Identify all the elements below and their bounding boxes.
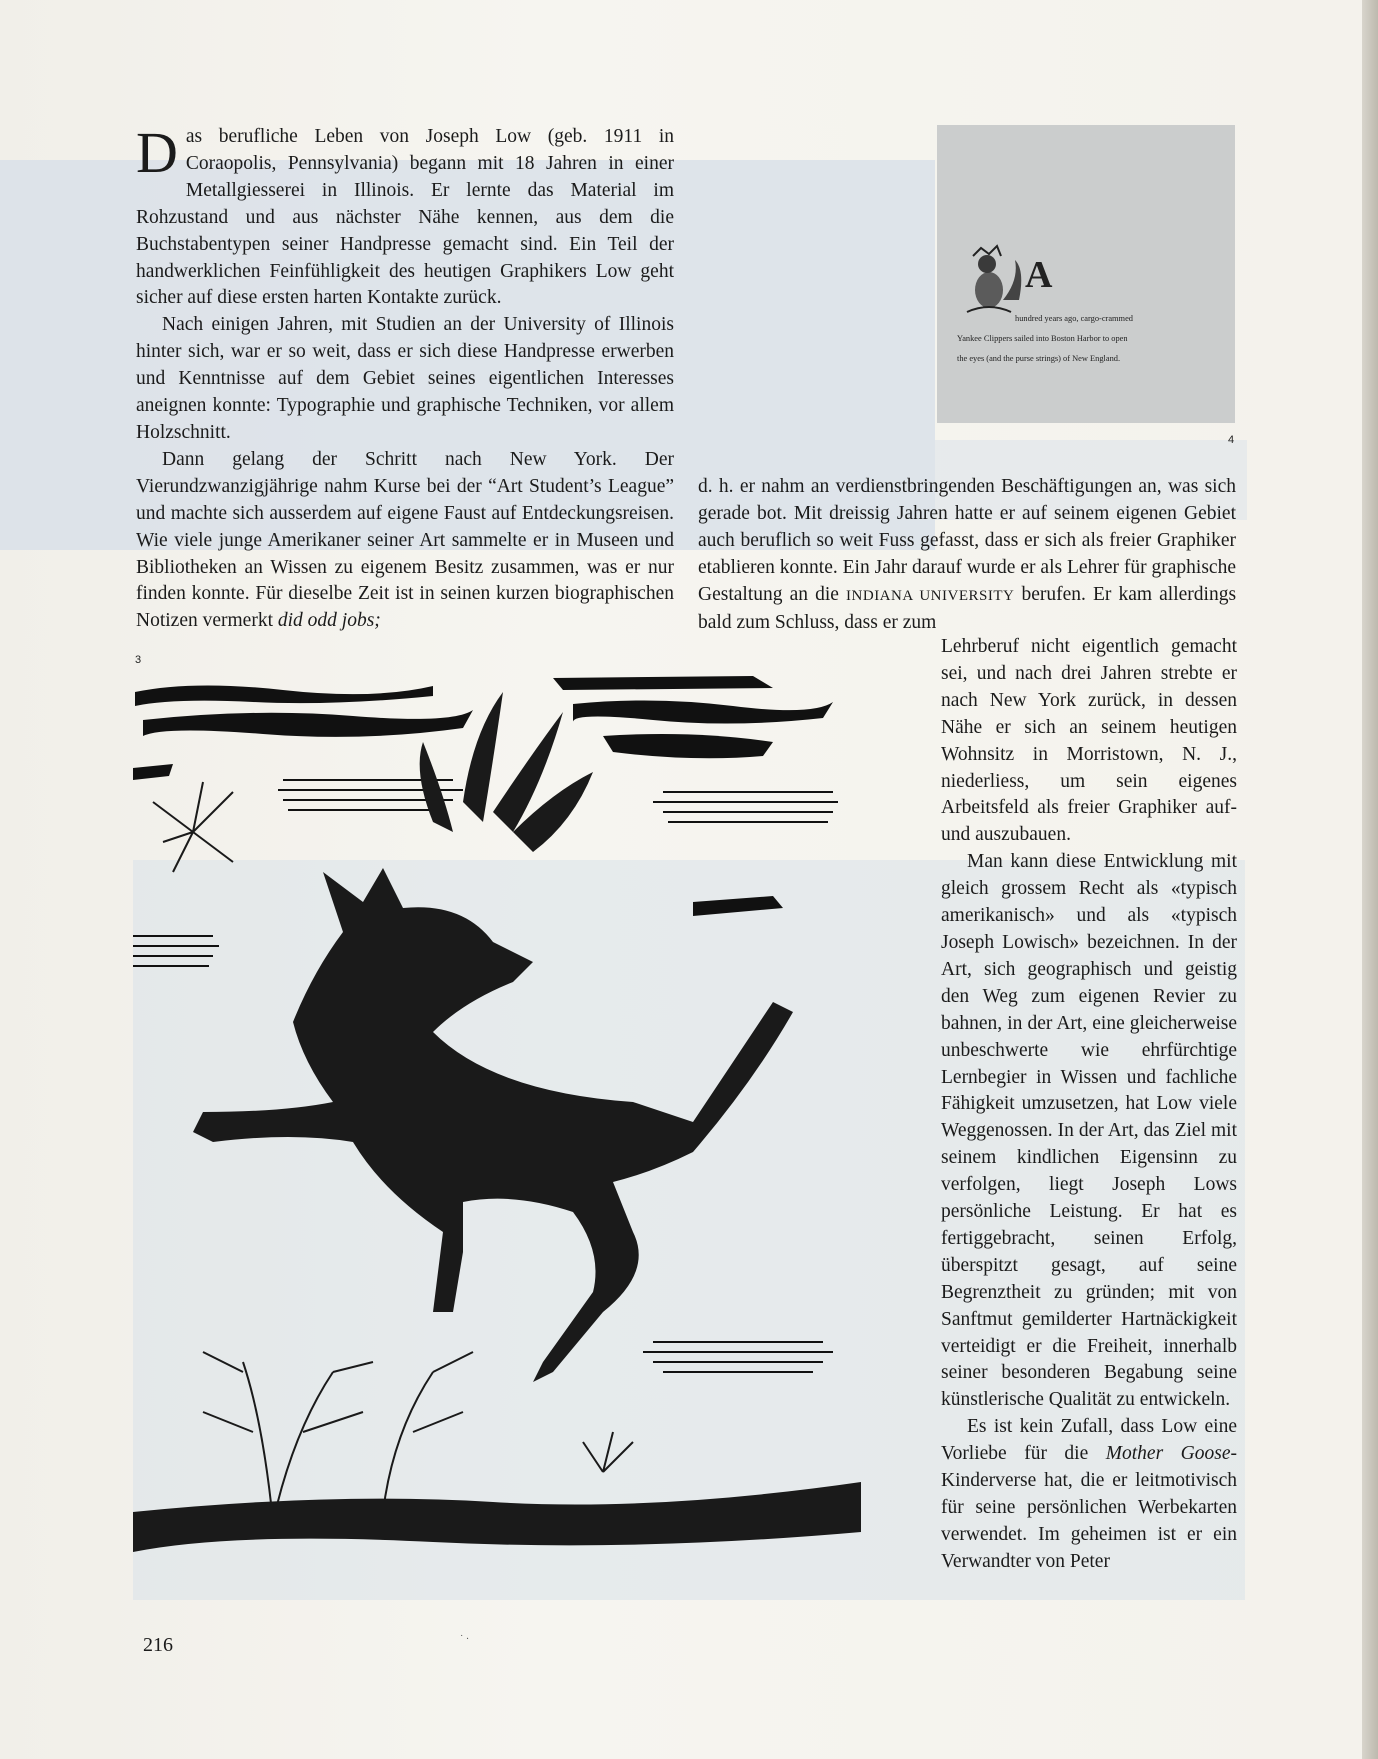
drop-cap: D bbox=[136, 120, 178, 185]
paragraph-5: Lehrberuf nicht eigentlich gemacht sei, und nach drei Jahren strebte er nach New York zurück, in dessen Nähe er sich an seinem heutigen Wohnsitz in Morristown, N. J., niederliess, um sein eigenes Arbeitsfeld als freier Graphiker auf- und auszubauen. bbox=[941, 636, 1237, 846]
italic-phrase: did odd jobs; bbox=[277, 610, 381, 632]
paragraph-4: d. h. er nahm an verdienstbringenden Beschäftigungen an, was sich gerade bot. Mit dreissig Jahren hatte er auf seinem eigenen Gebiet auch beruflich so weit Fuss gefasst, dass er sich als freier Graphiker etablieren konnte. Ein Jahr darauf wurde er als Lehrer für graphische Gestaltung an die INDIANA UNIVERSITY berufen. Er kam allerdings bald zum Schluss, dass er zum bbox=[698, 476, 1237, 633]
paragraph-7: Es ist kein Zufall, dass Low eine Vorliebe für die Mother Goose-Kinderverse hat, die er leitmotivisch für seine persönlichen Werbekarten verwendet. Im geheimen ist er ein Verwandter von Peter bbox=[941, 1416, 1237, 1572]
paragraph-3: Dann gelang der Schritt nach New York. Der Vierundzwanzigjährige nahm Kurse bei der “Art Student’s League” und machte sich ausserdem auf eigene Faust auf Entdeckungsreisen. Wie viele junge Amerikaner seiner Art sammelte er in Museen und Bibliotheken an Wissen zu eigenem Besitz zusammen, was er nur finden konnte. Für dieselbe Zeit ist in seinen kurzen biographischen Notizen vermerkt did odd jobs; bbox=[136, 448, 674, 632]
small-caps-university: INDIANA UNIVERSITY bbox=[846, 587, 1015, 604]
page-edge-shadow bbox=[1362, 0, 1378, 1759]
beast bbox=[193, 692, 793, 1382]
print-smudge: ˙ · bbox=[460, 1634, 470, 1645]
column-left bbox=[136, 120, 674, 635]
paragraph-2: Nach einigen Jahren, mit Studien an der University of Illinois hinter sich, war er so weit, dass er sich diese Handpresse erwerben und Kenntnisse auf dem Gebiet seines eigentlichen Interesses aneignen konnte: Typographie und graphische Techniken, vor allem Holzschnitt. bbox=[136, 314, 674, 443]
woodcut-beast-illustration bbox=[133, 672, 861, 1560]
page-number: 216 bbox=[143, 1634, 173, 1656]
figure-4-card bbox=[937, 125, 1235, 423]
paragraph-6: Man kann diese Entwicklung mit gleich grossem Recht als «typisch amerikanisch» und als «typisch Joseph Lowisch» bezeichnen. In der Art, sich geographisch und geistig den Weg zum eigenen Revier zu bahnen, in der Art, eine gleicherweise unbeschwerte wie ehrfürchtige Lernbegier in Wissen und fachliche Fähigkeit umzusetzen, hat Low viele Weggenossen. In der Art, das Ziel mit seinem kindlichen Eigensinn zu verfolgen, liegt Joseph Lows persönliche Leistung. Er hat es fertiggebracht, seinen Erfolg, überspitzt gesagt, auf seine Begrenztheit zu gründen; mit von Sanftmut gemilderter Hartnäckigkeit verteidigt er die Freiheit, innerhalb seiner besonderen Begabung seine künstlerische Qualität zu entwickeln. bbox=[941, 851, 1237, 1411]
figure-4-text: A hundred years ago, cargo-crammed Yankee Clippers sailed into Boston Harbor to open the eyes (and the purse strings) of New England. bbox=[957, 254, 1133, 363]
figure-3-number: 3 bbox=[135, 654, 142, 666]
figure-4-number: 4 bbox=[1228, 434, 1235, 446]
figure-4-initial: A bbox=[1025, 254, 1053, 296]
paragraph-1: Das berufliche Leben von Joseph Low (geb. 1911 in Coraopolis, Pennsylvania) begann mit 18 Jahren in einer Metallgiesserei in Illinois. Er lernte das Material im Rohzustand und aus nächster Nähe kennen, aus dem die Buchstabentypen seiner Handpresse gemacht sind. Ein Teil der handwerklichen Feinfühligkeit des heutigen Graphikers Low geht sicher auf diese ersten harten Kontakte zurück. bbox=[136, 120, 674, 309]
ground bbox=[133, 1482, 861, 1552]
column-middle bbox=[698, 474, 1236, 636]
column-right bbox=[941, 634, 1237, 1576]
